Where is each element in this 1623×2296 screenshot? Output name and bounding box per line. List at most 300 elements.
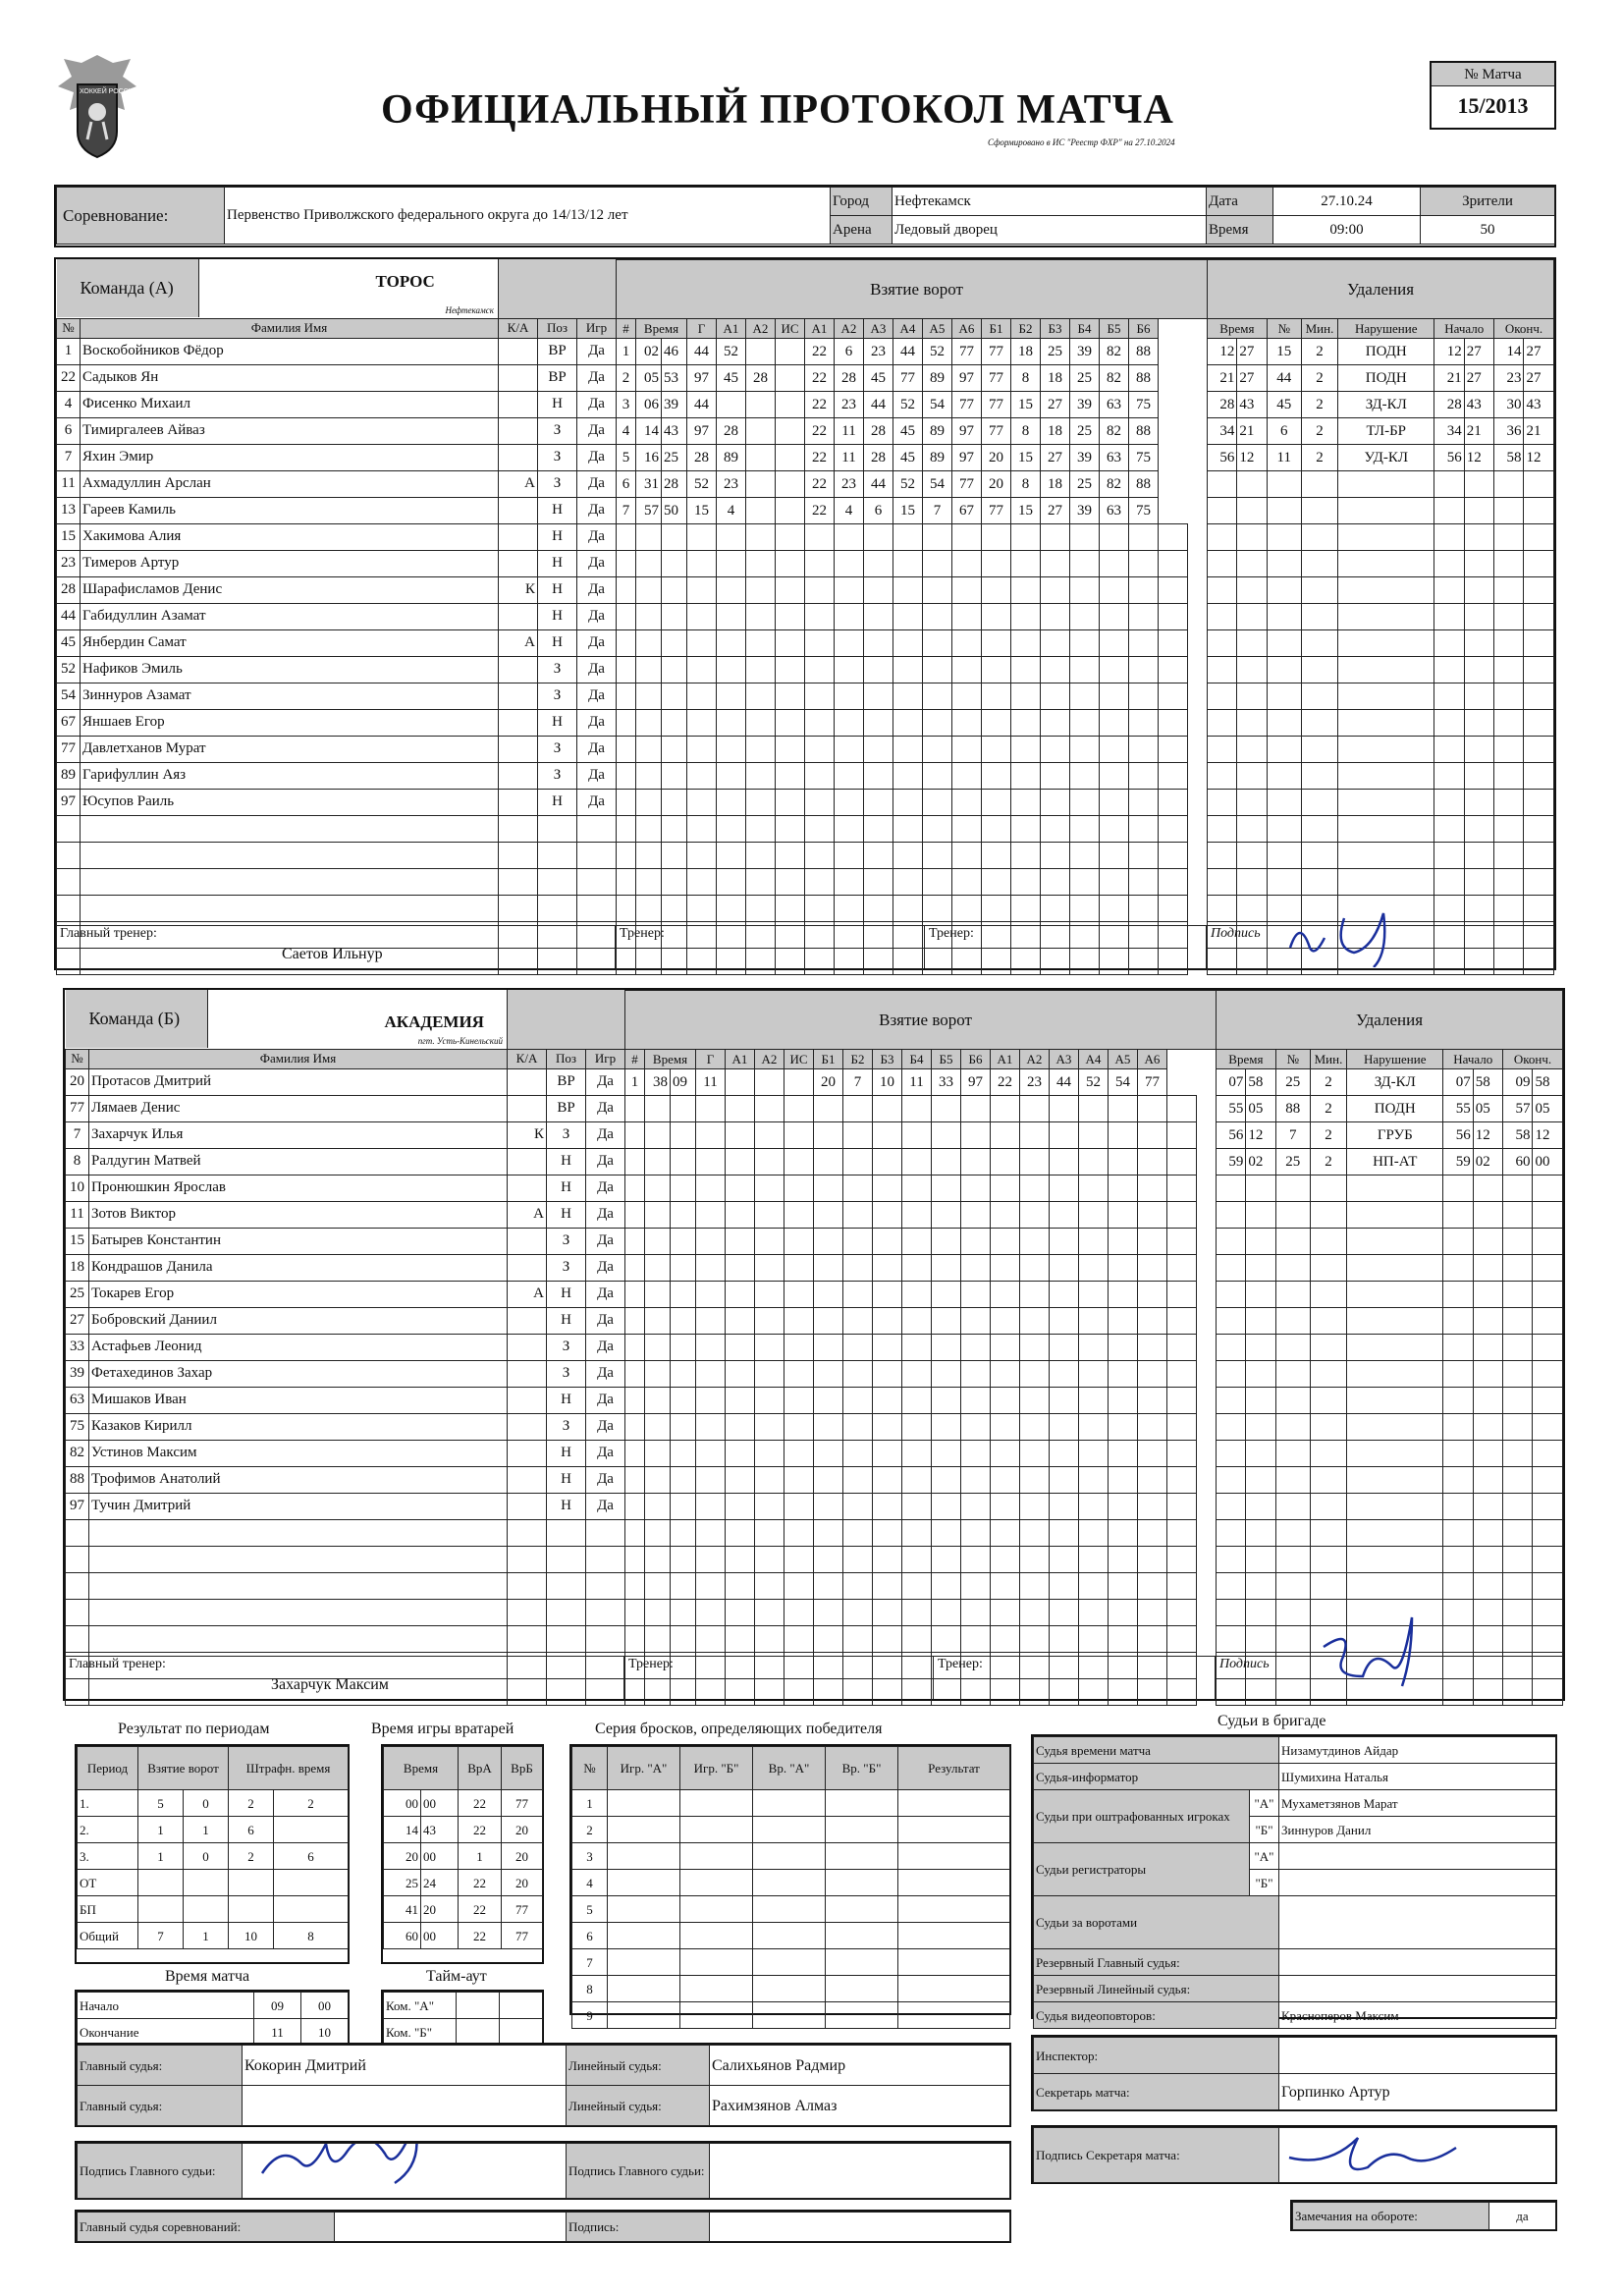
shootout-cell — [680, 1790, 753, 1817]
goal-onice: 22 — [805, 365, 835, 392]
roster-row — [66, 1466, 625, 1493]
goal-empty — [1070, 604, 1100, 630]
roster-name: Зиннуров Азамат — [81, 683, 499, 709]
penalty-em: 58 — [1503, 1122, 1533, 1149]
shootout-col: Игр. "А" — [608, 1747, 680, 1790]
penalty-empty — [1310, 1441, 1346, 1467]
goal-empty — [961, 1202, 991, 1229]
goal-empty — [717, 551, 746, 577]
roster-igr: Да — [586, 1281, 625, 1307]
goal-empty — [893, 657, 923, 683]
goal-col-onice: А6 — [952, 319, 982, 339]
penalty-v: ПОДН — [1338, 339, 1434, 365]
goal-col-opp: Б4 — [1070, 319, 1100, 339]
shootout-title: Серия бросков, определяющих победителя — [595, 1721, 883, 1737]
roster-row — [66, 1228, 625, 1254]
goal-empty — [1011, 551, 1041, 577]
penalty-empty — [1267, 577, 1301, 604]
penalty-empty — [1533, 1361, 1563, 1388]
goal-empty — [873, 1335, 902, 1361]
goal-row — [617, 790, 1217, 816]
roster-name: Трофимов Анатолий — [89, 1466, 508, 1493]
goal-empty — [932, 1202, 961, 1229]
shootout-cell — [826, 1790, 898, 1817]
roster-ka — [508, 1466, 547, 1493]
roster-row — [66, 1546, 625, 1572]
goal-empty — [645, 1573, 671, 1600]
goal-empty — [696, 1335, 726, 1361]
shootout-cell — [680, 1843, 753, 1870]
goal-empty — [1041, 896, 1070, 922]
goal-empty — [1109, 1388, 1138, 1414]
goal-empty — [893, 577, 923, 604]
goal-col-opp: Б1 — [982, 319, 1011, 339]
penalty-empty — [1217, 1573, 1246, 1600]
goal-empty — [1011, 790, 1041, 816]
penalty-empty — [1443, 1547, 1473, 1573]
goal-empty — [991, 1122, 1020, 1149]
goal-onice: 22 — [805, 392, 835, 418]
goal-empty — [982, 604, 1011, 630]
goalie-s: 24 — [421, 1870, 459, 1896]
goal-row — [625, 1175, 1226, 1202]
penalty-empty — [1434, 657, 1464, 683]
goal-empty — [696, 1175, 726, 1202]
goal-empty — [1159, 551, 1188, 577]
goal-n: 1 — [625, 1069, 645, 1096]
penalty-empty — [1434, 551, 1464, 577]
period-pa: 10 — [229, 1923, 274, 1949]
penalty-empty — [1494, 737, 1524, 763]
penalty-bs: 12 — [1473, 1122, 1502, 1149]
goal-row — [617, 604, 1217, 630]
goal-empty — [923, 869, 952, 896]
goal-empty — [991, 1467, 1020, 1494]
roster-igr: Да — [577, 762, 617, 789]
penalty-empty — [1503, 1202, 1533, 1229]
penalty-empty — [1533, 1308, 1563, 1335]
goal-empty — [687, 577, 717, 604]
goal-empty — [1159, 657, 1188, 683]
goal-empty — [843, 1229, 873, 1255]
ref-time: Низамутдинов Айдар — [1279, 1737, 1556, 1764]
roster-igr: Да — [577, 338, 617, 364]
goalie-a: 22 — [459, 1790, 502, 1817]
goal-empty — [961, 1149, 991, 1175]
shootout-cell — [753, 1817, 826, 1843]
penalty-empty — [1434, 524, 1464, 551]
roster-pos: Н — [547, 1307, 586, 1334]
goal-a2 — [746, 418, 776, 445]
penalty-v: ЗД-КЛ — [1338, 392, 1434, 418]
shootout-row — [572, 1843, 1010, 1870]
period-pa — [229, 1870, 274, 1896]
goal-empty — [1079, 1122, 1109, 1149]
penalty-empty — [1275, 1335, 1310, 1361]
penalty-empty — [1338, 869, 1434, 896]
goalie-b: 20 — [502, 1870, 543, 1896]
roster-row — [66, 1493, 625, 1519]
goal-empty — [1159, 790, 1188, 816]
goal-empty — [662, 843, 687, 869]
roster-row — [66, 1440, 625, 1466]
penalty-row — [1208, 630, 1554, 657]
goal-empty — [696, 1122, 726, 1149]
coach-label-2: Тренер: — [934, 1657, 1216, 1699]
goal-empty — [746, 657, 776, 683]
goal-col-2: А2 — [755, 1050, 784, 1069]
goal-empty — [1109, 1573, 1138, 1600]
penalty-min: 2 — [1310, 1096, 1346, 1122]
goal-empty — [696, 1600, 726, 1626]
penalty-empty — [1464, 896, 1493, 922]
col-pos: Поз — [538, 318, 577, 338]
main-ref: Кокорин Дмитрий — [243, 2046, 567, 2086]
goal-empty — [717, 843, 746, 869]
shootout-cell — [608, 1896, 680, 1923]
goal-opp: 8 — [1011, 365, 1041, 392]
goal-empty — [1167, 1520, 1197, 1547]
goalie-b: 77 — [502, 1790, 543, 1817]
goal-empty — [1129, 577, 1159, 604]
goal-empty — [932, 1308, 961, 1335]
goal-empty — [1070, 551, 1100, 577]
penalty-empty — [1208, 737, 1237, 763]
goal-empty — [645, 1308, 671, 1335]
penalty-empty — [1217, 1282, 1246, 1308]
goal-empty — [1079, 1626, 1109, 1653]
penalty-empty — [1237, 737, 1267, 763]
goal-empty — [1011, 577, 1041, 604]
goal-s: 09 — [671, 1069, 696, 1096]
goal-onice: 77 — [893, 365, 923, 392]
penalty-empty — [1533, 1414, 1563, 1441]
goal-empty — [1041, 869, 1070, 896]
goal-empty — [902, 1308, 932, 1335]
shootout-cell — [753, 2002, 826, 2029]
goal-empty — [902, 1626, 932, 1653]
goal-empty — [843, 1335, 873, 1361]
penalty-empty — [1310, 1308, 1346, 1335]
roster-empty — [586, 1599, 625, 1625]
goal-col-n: # — [625, 1050, 645, 1069]
goal-empty — [617, 710, 636, 737]
roster-name: Юсупов Раиль — [81, 789, 499, 815]
goal-empty — [1011, 896, 1041, 922]
period-pa — [229, 1896, 274, 1923]
goal-onice: 33 — [932, 1069, 961, 1096]
goal-empty — [961, 1122, 991, 1149]
goal-empty — [961, 1547, 991, 1573]
goal-empty — [625, 1361, 645, 1388]
roster-empty — [89, 1519, 508, 1546]
roster-igr: Да — [577, 656, 617, 683]
roster-igr: Да — [577, 470, 617, 497]
shootout-no: 5 — [572, 1896, 608, 1923]
penalty-empty — [1494, 551, 1524, 577]
goalies-col-b: ВрБ — [502, 1747, 543, 1790]
goal-empty — [625, 1467, 645, 1494]
goal-empty — [864, 630, 893, 657]
roster-empty — [499, 842, 538, 868]
period-pb — [274, 1870, 349, 1896]
penalty-min: 2 — [1301, 445, 1337, 471]
goal-empty — [1109, 1494, 1138, 1520]
goal-empty — [625, 1308, 645, 1335]
timeout-box — [381, 1990, 544, 2045]
goal-empty — [662, 604, 687, 630]
goal-empty — [982, 763, 1011, 790]
goal-empty — [1109, 1308, 1138, 1335]
goalie-row — [384, 1843, 543, 1870]
goal-col-0: Г — [696, 1050, 726, 1069]
penalty-empty — [1237, 551, 1267, 577]
goal-empty — [717, 604, 746, 630]
goal-empty — [645, 1520, 671, 1547]
goalie-s: 43 — [421, 1817, 459, 1843]
goal-empty — [952, 710, 982, 737]
goal-empty — [1070, 816, 1100, 843]
goal-empty — [1020, 1388, 1050, 1414]
shootout-cell — [680, 2002, 753, 2029]
goal-a1: 52 — [717, 339, 746, 365]
penalty-es: 21 — [1524, 418, 1554, 445]
goal-a1 — [726, 1069, 755, 1096]
main-ref-2-label: Главный судья: — [78, 2086, 243, 2126]
penalty-empty — [1246, 1626, 1275, 1653]
col-ka: К/А — [499, 318, 538, 338]
roster-row — [57, 417, 617, 444]
penalty-empty — [1237, 683, 1267, 710]
goal-col-onice: Б2 — [843, 1050, 873, 1069]
goal-empty — [1041, 843, 1070, 869]
penalty-empty — [1237, 471, 1267, 498]
shootout-cell — [898, 1976, 1010, 2002]
penalty-empty — [1434, 790, 1464, 816]
goal-n: 4 — [617, 418, 636, 445]
goal-empty — [1050, 1335, 1079, 1361]
roster-empty — [538, 815, 577, 842]
penalty-m: 21 — [1208, 365, 1237, 392]
penalty-s: 02 — [1246, 1149, 1275, 1175]
penalty-row — [1208, 392, 1554, 418]
roster-row — [66, 1175, 625, 1201]
penalty-empty — [1208, 498, 1237, 524]
goal-row — [625, 1467, 1226, 1494]
goal-empty — [1159, 710, 1188, 737]
goal-empty — [726, 1202, 755, 1229]
penalty-no: 25 — [1275, 1149, 1310, 1175]
penalty-empty — [1524, 630, 1554, 657]
penalty-row — [1208, 657, 1554, 683]
goal-row — [625, 1229, 1226, 1255]
goal-opp: 77 — [982, 365, 1011, 392]
goal-empty — [625, 1547, 645, 1573]
penalty-empty — [1473, 1335, 1502, 1361]
roster-no: 18 — [66, 1254, 89, 1281]
roster-igr: Да — [577, 629, 617, 656]
penalty-empty — [1347, 1308, 1443, 1335]
goal-empty — [1138, 1202, 1167, 1229]
goal-empty — [617, 683, 636, 710]
penalty-empty — [1533, 1600, 1563, 1626]
goalie-s: 00 — [421, 1843, 459, 1870]
goal-empty — [784, 1361, 814, 1388]
goalie-a: 22 — [459, 1817, 502, 1843]
roster-igr: Да — [586, 1440, 625, 1466]
roster-no: 54 — [57, 683, 81, 709]
penalty-empty — [1494, 657, 1524, 683]
penalty-m: 59 — [1217, 1149, 1246, 1175]
goal-empty — [805, 710, 835, 737]
goal-empty — [814, 1494, 843, 1520]
penalty-empty — [1434, 577, 1464, 604]
roster-empty — [577, 842, 617, 868]
periods-col-goals: Взятие ворот — [138, 1747, 229, 1790]
penalty-row — [1208, 869, 1554, 896]
goal-empty — [902, 1600, 932, 1626]
roster-row — [57, 391, 617, 417]
goal-empty — [1138, 1149, 1167, 1175]
penalty-empty — [1237, 710, 1267, 737]
roster-row — [66, 1121, 625, 1148]
penalty-empty — [1347, 1229, 1443, 1255]
roster-no: 75 — [66, 1413, 89, 1440]
goal-empty — [902, 1441, 932, 1467]
penalty-empty — [1267, 869, 1301, 896]
goal-empty — [1129, 790, 1159, 816]
penalty-em: 60 — [1503, 1149, 1533, 1175]
goal-empty — [1159, 816, 1188, 843]
roster-ka — [499, 444, 538, 470]
penalty-empty — [1208, 657, 1237, 683]
shootout-col: Результат — [898, 1747, 1010, 1790]
goal-empty — [805, 683, 835, 710]
penalty-empty — [1347, 1361, 1443, 1388]
goal-empty — [726, 1255, 755, 1282]
goal-opp: 75 — [1129, 445, 1159, 471]
roster-row — [66, 1360, 625, 1387]
goal-empty — [814, 1308, 843, 1335]
goal-empty — [1129, 896, 1159, 922]
goal-empty — [617, 524, 636, 551]
goalie-s: 20 — [421, 1896, 459, 1923]
goal-empty — [1079, 1414, 1109, 1441]
goal-empty — [746, 710, 776, 737]
goal-empty — [1079, 1096, 1109, 1122]
goal-empty — [1129, 657, 1159, 683]
ref-video: Красноперов Максим — [1279, 2002, 1556, 2029]
goal-empty — [696, 1414, 726, 1441]
roster-ka — [508, 1228, 547, 1254]
penalty-empty — [1494, 896, 1524, 922]
penalty-empty — [1533, 1547, 1563, 1573]
goalie-m: 00 — [384, 1790, 421, 1817]
team-a-signature — [1285, 908, 1462, 967]
penalty-no: 45 — [1267, 392, 1301, 418]
roster-no: 8 — [66, 1148, 89, 1175]
shootout-cell — [753, 1843, 826, 1870]
penalty-empty — [1237, 657, 1267, 683]
goal-empty — [814, 1122, 843, 1149]
roster-name: Лямаев Денис — [89, 1095, 508, 1121]
shootout-row — [572, 2002, 1010, 2029]
team-a-city: Нефтекамск — [445, 305, 494, 316]
goal-empty — [932, 1175, 961, 1202]
roster-empty — [57, 868, 81, 895]
goal-empty — [843, 1361, 873, 1388]
goal-empty — [932, 1600, 961, 1626]
roster-name: Яншаев Егор — [81, 709, 499, 736]
goal-empty — [893, 843, 923, 869]
goal-empty — [687, 763, 717, 790]
goal-empty — [835, 763, 864, 790]
penalty-empty — [1524, 683, 1554, 710]
goal-empty — [1070, 869, 1100, 896]
roster-ka — [508, 1387, 547, 1413]
roster-igr: Да — [586, 1387, 625, 1413]
goal-empty — [1070, 896, 1100, 922]
roster-pos: Н — [547, 1201, 586, 1228]
goal-empty — [1079, 1388, 1109, 1414]
goal-empty — [873, 1467, 902, 1494]
goal-empty — [625, 1520, 645, 1547]
goal-empty — [805, 657, 835, 683]
goal-empty — [696, 1626, 726, 1653]
penalty-empty — [1217, 1388, 1246, 1414]
goal-empty — [662, 710, 687, 737]
penalty-empty — [1473, 1308, 1502, 1335]
roster-no: 20 — [66, 1068, 89, 1095]
goal-s: 28 — [662, 471, 687, 498]
penalty-row — [1217, 1175, 1563, 1202]
penalty-empty — [1217, 1600, 1246, 1626]
goal-empty — [902, 1467, 932, 1494]
penalty-empty — [1217, 1229, 1246, 1255]
goal-empty — [1050, 1547, 1079, 1573]
goal-opp: 63 — [1100, 498, 1129, 524]
goal-onice: 28 — [835, 365, 864, 392]
goal-onice: 11 — [835, 445, 864, 471]
comp-ref-box — [75, 2210, 1011, 2243]
goal-empty — [991, 1441, 1020, 1467]
goal-empty — [843, 1255, 873, 1282]
goal-empty — [1020, 1494, 1050, 1520]
goal-empty — [696, 1308, 726, 1335]
roster-pos: Н — [538, 709, 577, 736]
coach-label-2: Тренер: — [925, 926, 1207, 968]
shootout-cell — [608, 2002, 680, 2029]
goal-empty — [1100, 577, 1129, 604]
roster-pos: З — [547, 1360, 586, 1387]
goal-col-onice: Б4 — [902, 1050, 932, 1069]
goal-empty — [625, 1149, 645, 1175]
shootout-cell — [608, 1976, 680, 2002]
goal-empty — [835, 577, 864, 604]
goal-empty — [784, 1149, 814, 1175]
shootout-cell — [680, 1870, 753, 1896]
penalty-empty — [1208, 869, 1237, 896]
penalty-empty — [1347, 1441, 1443, 1467]
goal-empty — [755, 1600, 784, 1626]
roster-ka: К — [499, 576, 538, 603]
goal-empty — [717, 657, 746, 683]
goal-empty — [1079, 1573, 1109, 1600]
head-coach-label: Главный тренер: — [69, 1657, 166, 1671]
goal-empty — [617, 790, 636, 816]
roster-igr: Да — [577, 550, 617, 576]
goal-opp: 27 — [1041, 445, 1070, 471]
